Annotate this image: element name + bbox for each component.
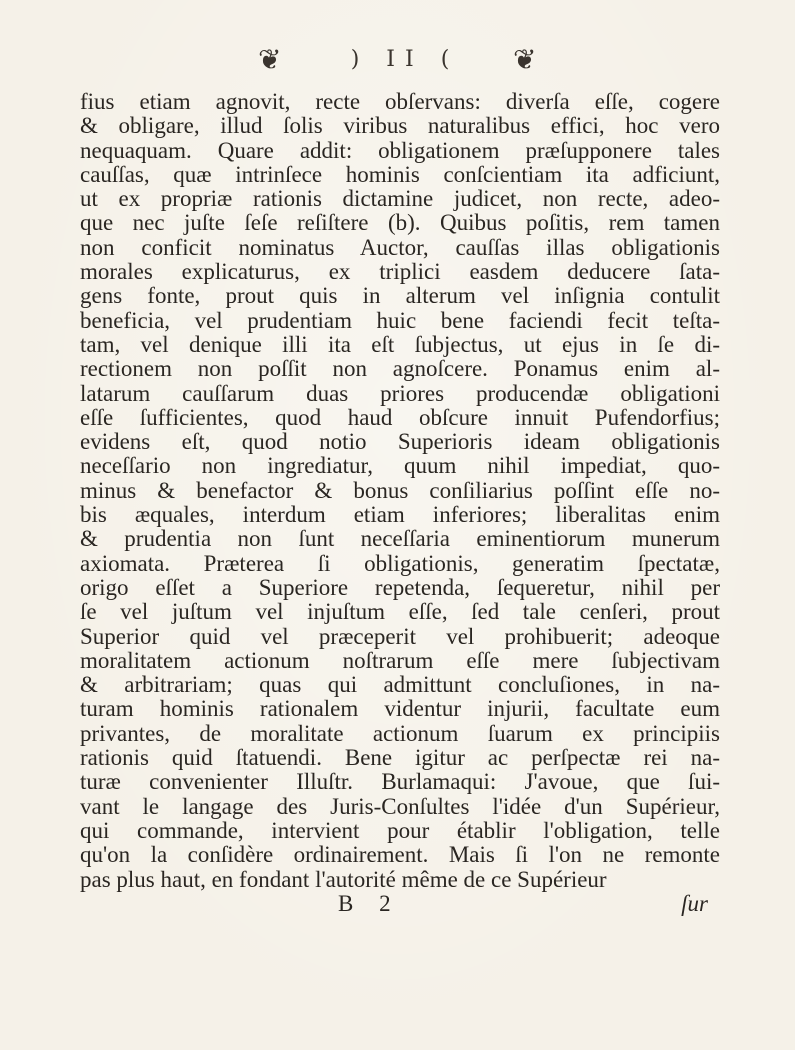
fleuron-right-icon: ❦ (513, 43, 537, 76)
bracket-left: ) (350, 47, 370, 72)
text-line: que nec juſte ſeſe reſiſtere (b). Quibus poſitis, rem tamen (80, 210, 720, 236)
text-line: morales explicaturus, ex triplici easdem deducere ſata- (80, 259, 720, 285)
page-footer (80, 892, 720, 916)
text-line: rationis quid ſtatuendi. Bene igitur ac perſpectæ rei na- (80, 745, 720, 771)
text-line: turæ convenienter Illuſtr. Burlamaqui: J'avoue, que ſui- (80, 769, 720, 795)
text-line: latarum cauſſarum duas priores producendæ obligationi (80, 380, 720, 406)
text-line: ſe vel juſtum vel injuſtum eſſe, ſed tale cenſeri, prout (80, 599, 720, 625)
text-line: nequaquam. Quare addit: obligationem præſupponere tales (80, 137, 720, 163)
text-line: & prudentia non ſunt neceſſaria eminentiorum munerum (80, 526, 720, 552)
text-line: axiomata. Præterea ſi obligationis, generatim ſpectatæ, (80, 550, 720, 576)
text-line: & arbitrariam; quas qui admittunt concluſiones, in na- (80, 672, 720, 698)
text-line: turam hominis rationalem videntur injurii, facultate eum (80, 696, 720, 722)
page-number: II (386, 47, 424, 72)
text-line: fius etiam agnovit, recte obſervans: diverſa eſſe, cogere (80, 89, 720, 114)
text-line: eſſe ſufficientes, quod haud obſcure innuit Pufendorfius; (80, 404, 720, 430)
header-center (320, 40, 490, 80)
text-line: cauſſas, quæ intrinſece hominis conſcientiam ita adficiunt, (80, 161, 720, 187)
text-line: moralitatem actionum noſtrarum eſſe mere ſubjectivam (80, 647, 720, 673)
catchword: ſur (681, 890, 708, 916)
text-line: rectionem non poſſit non agnoſcere. Ponamus enim al- (80, 356, 720, 382)
text-line: beneficia, vel prudentiam huic bene faciendi fecit teſta- (80, 307, 720, 333)
text-line: minus & benefactor & bonus conſiliarius poſſint eſſe no- (80, 477, 720, 503)
signature-mark: B 2 (338, 890, 401, 916)
text-line: origo eſſet a Superiore repetenda, ſequeretur, nihil per (80, 574, 720, 600)
text-line: qui commande, intervient pour établir l'obligation, telle (80, 817, 720, 843)
fleuron-left-icon: ❦ (258, 43, 282, 76)
text-line: non conficit nominatus Auctor, cauſſas illas obligationis (80, 234, 720, 260)
text-line: ut ex propriæ rationis dictamine judicet, non recte, adeo- (80, 186, 720, 212)
text-line: gens fonte, prout quis in alterum vel inſignia contulit (80, 283, 720, 309)
text-line: neceſſario non ingrediatur, quum nihil impediat, quo- (80, 453, 720, 479)
text-line: bis æquales, interdum etiam inferiores; liberalitas enim (80, 502, 720, 528)
text-line: privantes, de moralitate actionum ſuarum ex principiis (80, 720, 720, 746)
text-line: vant le langage des Juris-Conſultes l'idée d'un Supérieur, (80, 793, 720, 819)
page-header (0, 40, 795, 80)
body-text (80, 90, 720, 916)
text-line: pas plus haut, en fondant l'autorité même de ce Supérieur (80, 866, 607, 892)
text-line: evidens eſt, quod notio Superioris ideam obligationis (80, 429, 720, 455)
bracket-right: ( (440, 47, 460, 72)
text-line: tam, vel denique illi ita eſt ſubjectus, ut ejus in ſe di- (80, 331, 720, 357)
text-line: Superior quid vel præceperit vel prohibuerit; adeoque (80, 623, 720, 649)
text-line: qu'on la conſidère ordinairement. Mais ſi l'on ne remonte (80, 842, 720, 868)
text-line: & obligare, illud ſolis viribus naturalibus effici, hoc vero (80, 113, 720, 139)
